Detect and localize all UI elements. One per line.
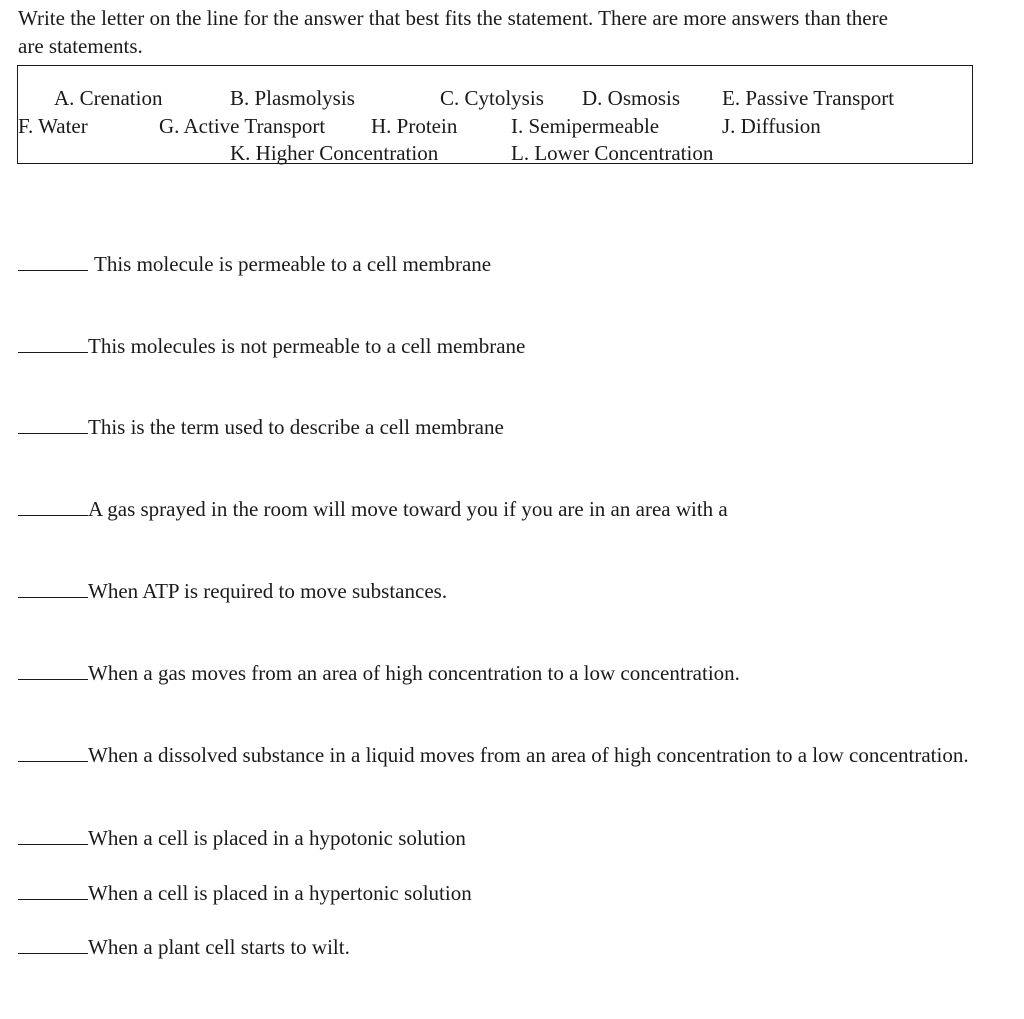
statement-8 xyxy=(18,824,978,852)
statement-text-1: This molecule is permeable to a cell membrane xyxy=(94,252,492,276)
statement-5 xyxy=(18,577,978,605)
word-bank-option-f: F. Water xyxy=(18,114,88,138)
statement-text-9: When a cell is placed in a hypertonic solution xyxy=(88,881,472,905)
statement-6 xyxy=(18,659,978,687)
word-bank-option-l: L. Lower Concentration xyxy=(511,141,714,165)
statement-1 xyxy=(18,250,978,278)
word-bank-option-b: B. Plasmolysis xyxy=(230,86,355,110)
answer-blank-6[interactable] xyxy=(18,659,88,680)
answer-blank-8[interactable] xyxy=(18,824,88,845)
statement-text-8: When a cell is placed in a hypotonic solution xyxy=(88,826,466,850)
answer-blank-5[interactable] xyxy=(18,577,88,598)
word-bank-option-g: G. Active Transport xyxy=(159,114,326,138)
instructions-text: Write the letter on the line for the answer that best fits the statement. There are more answers than there are statements. xyxy=(18,6,888,58)
statement-9 xyxy=(18,879,978,907)
statement-7 xyxy=(18,741,978,769)
word-bank-box xyxy=(17,65,973,164)
word-bank-option-c: C. Cytolysis xyxy=(440,86,544,110)
statement-2 xyxy=(18,332,978,360)
answer-blank-10[interactable] xyxy=(18,933,88,954)
answer-blank-1[interactable] xyxy=(18,250,88,271)
statement-text-2: This molecules is not permeable to a cell membrane xyxy=(88,334,526,358)
word-bank-option-d: D. Osmosis xyxy=(582,86,681,110)
statement-text-7: When a dissolved substance in a liquid moves from an area of high concentration to a low concentration. xyxy=(88,743,969,767)
answer-blank-3[interactable] xyxy=(18,413,88,434)
statement-text-5: When ATP is required to move substances. xyxy=(88,579,448,603)
statement-3 xyxy=(18,413,978,441)
statement-text-3: This is the term used to describe a cell membrane xyxy=(88,415,504,439)
word-bank-option-h: H. Protein xyxy=(371,114,458,138)
word-bank-option-e: E. Passive Transport xyxy=(722,86,895,110)
statement-text-10: When a plant cell starts to wilt. xyxy=(88,935,350,959)
word-bank-option-k: K. Higher Concentration xyxy=(230,141,439,165)
answer-blank-7[interactable] xyxy=(18,741,88,762)
statement-text-6: When a gas moves from an area of high concentration to a low concentration. xyxy=(88,661,740,685)
word-bank-option-j: J. Diffusion xyxy=(722,114,821,138)
statement-10 xyxy=(18,933,978,961)
answer-blank-4[interactable] xyxy=(18,495,88,516)
word-bank-option-i: I. Semipermeable xyxy=(511,114,660,138)
statement-text-4: A gas sprayed in the room will move toward you if you are in an area with a xyxy=(88,497,728,521)
statement-4 xyxy=(18,495,978,523)
word-bank-option-a: A. Crenation xyxy=(54,86,163,110)
answer-blank-2[interactable] xyxy=(18,332,88,353)
answer-blank-9[interactable] xyxy=(18,879,88,900)
